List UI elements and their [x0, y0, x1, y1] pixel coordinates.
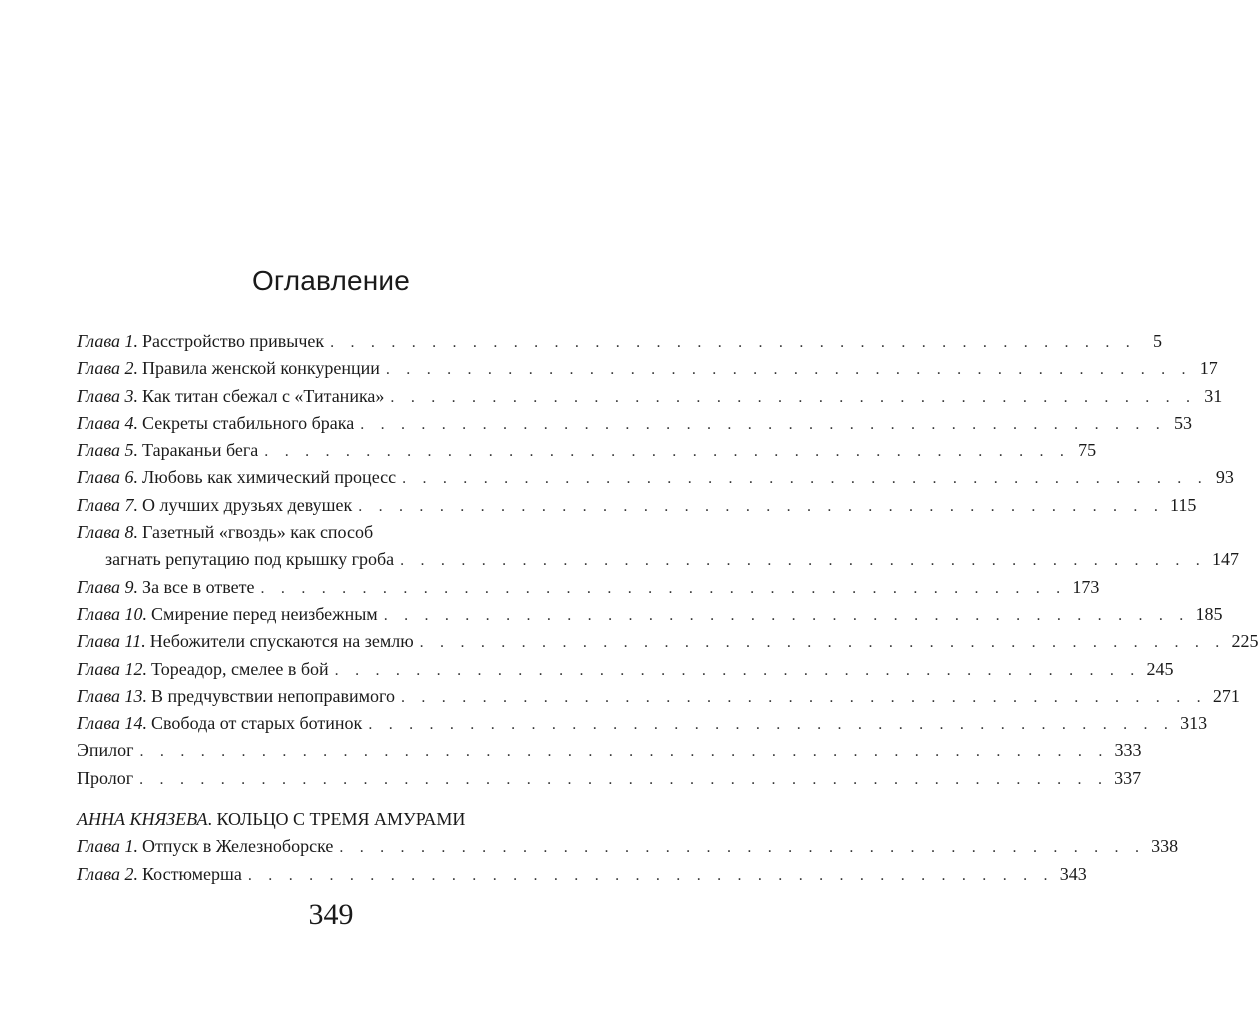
leader-dots: . . . . . . . . . . . . . . . . . . . . . . . . . . . . . . . . . . . . . . . .: [390, 388, 1197, 406]
section-author: АННА КНЯЗЕВА: [77, 809, 208, 830]
chapter-title: Правила женской конкуренции: [142, 358, 380, 379]
leader-dots: . . . . . . . . . . . . . . . . . . . . . . . . . . . . . . . . . . . . . . . .: [419, 634, 1226, 652]
chapter-title: Расстройство привычек: [142, 331, 325, 351]
toc-entry: [77, 765, 1142, 792]
chapter-title-continued: загнать репутацию под крышку гроба: [105, 549, 395, 570]
toc-entry: [77, 683, 1240, 710]
chapter-title: Тореадор, смелее в бой: [151, 658, 329, 679]
page-ref: 271: [1212, 685, 1240, 706]
leader-dots: . . . . . . . . . . . . . . . . . . . . . . . . . . . . . . . . . . . . . . . .: [247, 866, 1054, 884]
page-ref: 75: [1078, 440, 1097, 461]
chapter-title: Небожители спускаются на землю: [149, 631, 414, 652]
toc-entry: [77, 601, 1223, 628]
chapter-title: Любовь как химический процесс: [142, 467, 397, 488]
chapter-title: Отпуск в Железноборске: [142, 836, 334, 857]
page-ref: 93: [1215, 467, 1234, 488]
toc-entry: [77, 328, 1162, 355]
toc-entry: [77, 574, 1100, 601]
chapter-label: Глава 4.: [77, 412, 139, 433]
chapter-label: Глава 13.: [77, 685, 148, 706]
chapter-title: О лучших друзьях девушек: [142, 494, 353, 515]
toc-entry: [77, 656, 1174, 683]
chapter-label: Глава 12.: [77, 658, 148, 679]
chapter-title: За все в ответе: [142, 576, 255, 597]
chapter-label: Глава 11.: [77, 631, 146, 652]
toc-entry: [77, 519, 1239, 574]
chapter-label: Глава 5.: [77, 440, 139, 461]
page-ref: 5: [1152, 331, 1162, 351]
leader-dots: . . . . . . . . . . . . . . . . . . . . . . . . . . . . . . . . . . . . . . . .: [402, 470, 1208, 488]
page-ref: 31: [1204, 385, 1223, 406]
toc-entry: [77, 410, 1192, 437]
page-ref: 173: [1072, 576, 1100, 597]
toc-entry: [77, 355, 1218, 382]
section-heading: [77, 806, 549, 833]
page-ref: 245: [1146, 658, 1174, 679]
leader-dots: . . . . . . . . . . . . . . . . . . . . . . . . . . . . . . . . . . . . . . . .: [385, 361, 1192, 379]
page-ref: 147: [1211, 549, 1239, 570]
chapter-title: Тараканьи бега: [142, 440, 259, 461]
table-of-contents: [77, 328, 1258, 888]
chapter-label: Глава 2.: [77, 863, 139, 884]
leader-dots: . . . . . . . . . . . . . . . . . . . . . . . . . . . . . . . . . . . . . . . .: [360, 415, 1166, 433]
page-number: 349: [308, 898, 354, 931]
prologue-title: Пролог: [77, 767, 134, 788]
page-ref: 185: [1195, 603, 1223, 624]
page-ref: 333: [1114, 740, 1142, 761]
chapter-title: Костюмерша: [142, 863, 242, 884]
chapter-label: Глава 7.: [77, 494, 139, 515]
chapter-title: В предчувствии непоправимого: [151, 685, 395, 706]
toc-entry: [77, 437, 1097, 464]
chapter-label: Глава 3.: [77, 385, 139, 406]
page-ref: 343: [1059, 863, 1087, 884]
leader-dots: . . . . . . . . . . . . . . . . . . . . . . . . . . . . . . . . . . . . . . . .: [339, 839, 1146, 857]
chapter-label: Глава 1.: [77, 331, 139, 351]
page-ref: 53: [1174, 412, 1192, 433]
toc-entry: [77, 861, 1087, 888]
chapter-label: Глава 14.: [77, 713, 148, 734]
toc-entry: [77, 628, 1258, 655]
leader-dots: . . . . . . . . . . . . . . . . . . . . . . . . . . . . . . . . . . . . . . . . . . . . . . . .: [139, 743, 1109, 761]
leader-dots: . . . . . . . . . . . . . . . . . . . . . . . . . . . . . . . . . . . . . . . .: [401, 688, 1207, 706]
toc-entry: [77, 833, 1179, 860]
section-title: . КОЛЬЦО С ТРЕМЯ АМУРАМИ: [207, 809, 466, 830]
epilogue-title: Эпилог: [77, 740, 134, 761]
chapter-label: Глава 10.: [77, 603, 148, 624]
page-ref: 17: [1199, 358, 1218, 379]
chapter-title: Секреты стабильного брака: [142, 412, 355, 433]
toc-entry: [77, 710, 1208, 737]
toc-entry: [77, 383, 1223, 410]
page-ref: 225: [1231, 631, 1258, 652]
chapter-label: Глава 9.: [77, 576, 139, 597]
leader-dots: . . . . . . . . . . . . . . . . . . . . . . . . . . . . . . . . . . . . . . . .: [330, 334, 1136, 351]
leader-dots: . . . . . . . . . . . . . . . . . . . . . . . . . . . . . . . . . . . . . . . .: [358, 497, 1165, 515]
chapter-label: Глава 2.: [77, 358, 139, 379]
page-ref: 337: [1114, 767, 1142, 788]
chapter-title: Свобода от старых ботинок: [151, 713, 363, 734]
page-ref: 313: [1180, 713, 1208, 734]
leader-dots: . . . . . . . . . . . . . . . . . . . . . . . . . . . . . . . . . . . . . . . .: [334, 661, 1141, 679]
toc-entry: [77, 464, 1234, 491]
chapter-label: Глава 6.: [77, 467, 139, 488]
leader-dots: . . . . . . . . . . . . . . . . . . . . . . . . . . . . . . . . . . . . . . . .: [368, 716, 1175, 734]
chapter-title: Как титан сбежал с «Титаника»: [142, 385, 385, 406]
leader-dots: . . . . . . . . . . . . . . . . . . . . . . . . . . . . . . . . . . . . . . . . . . . . . . . .: [139, 770, 1109, 788]
toc-entry: [77, 737, 1142, 764]
chapter-label: Глава 1.: [77, 836, 139, 857]
page-ref: 338: [1151, 836, 1179, 857]
toc-heading: Оглавление: [251, 265, 411, 296]
page-ref: 115: [1170, 494, 1197, 515]
chapter-title: Смирение перед неизбежным: [151, 603, 378, 624]
leader-dots: . . . . . . . . . . . . . . . . . . . . . . . . . . . . . . . . . . . . . . . .: [260, 579, 1067, 597]
leader-dots: . . . . . . . . . . . . . . . . . . . . . . . . . . . . . . . . . . . . . . . .: [264, 443, 1071, 461]
leader-dots: . . . . . . . . . . . . . . . . . . . . . . . . . . . . . . . . . . . . . . . .: [383, 606, 1190, 624]
toc-entry: [77, 492, 1197, 519]
chapter-title: Газетный «гвоздь» как способ: [142, 522, 374, 543]
chapter-label: Глава 8.: [77, 522, 139, 543]
leader-dots: . . . . . . . . . . . . . . . . . . . . . . . . . . . . . . . . . . . . . . . .: [400, 552, 1206, 570]
